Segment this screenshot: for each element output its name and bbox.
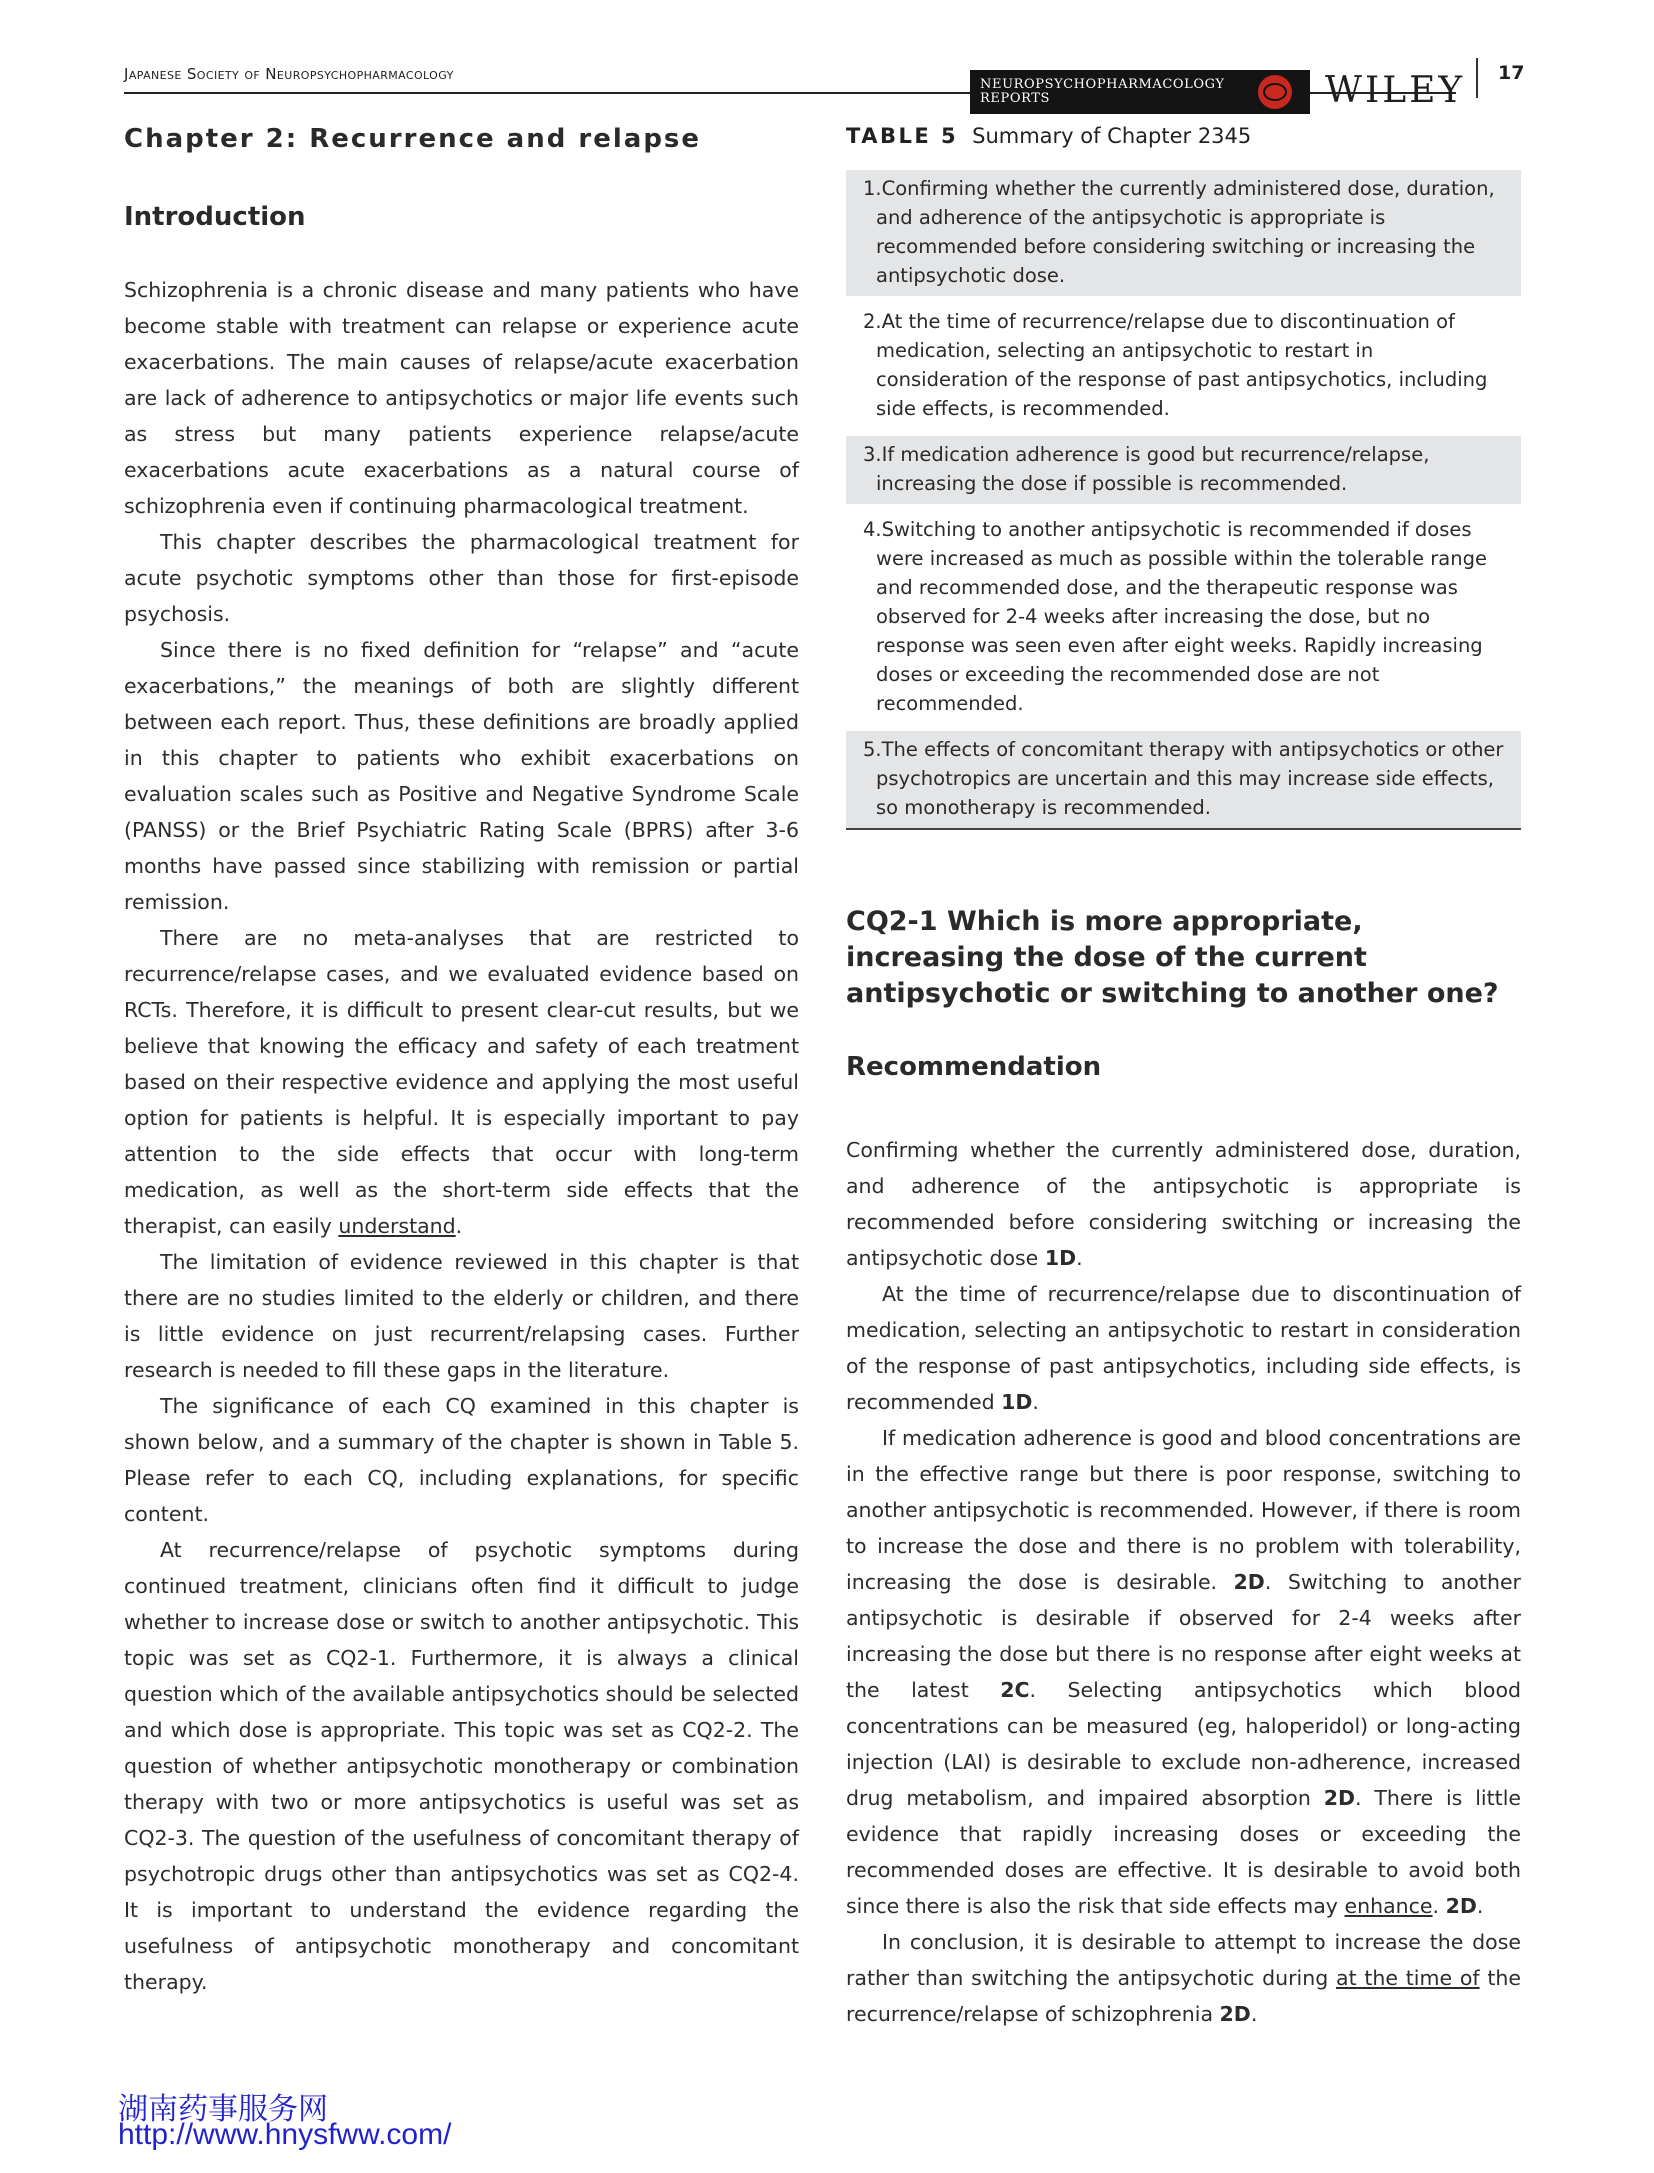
grade-label: 2D xyxy=(1219,2002,1251,2026)
recommendation-heading: Recommendation xyxy=(846,1052,1102,1082)
summary-table xyxy=(846,170,1521,830)
badge-text xyxy=(980,78,1225,106)
table-row: 4.Switching to another antipsychotic is recommended if doses were increased as much as possible within the tolerable range and recommended dose, and the therapeutic response was observed for 2-4 weeks after increasing the dose, but no response was seen even after eight weeks. Rapidly increasing doses or exceeding the recommended dose are not recommended. xyxy=(863,518,1487,715)
journal-badge xyxy=(970,70,1310,114)
introduction-body xyxy=(124,272,799,2000)
paragraph: The limitation of evidence reviewed in this chapter is that there are no studies limited to the elderly or children, and there is little evidence on just recurrent/relapsing cases. Further research is needed to fill these gaps in the literature. xyxy=(124,1250,799,1382)
watermark-url[interactable]: http://www.hnysfww.com/ xyxy=(118,2118,452,2151)
underlined-word: understand xyxy=(338,1214,456,1238)
table-row: 1.Confirming whether the currently administered dose, duration, and adherence of the antipsychotic is appropriate is recommended before considering switching or increasing the antipsychotic dose. xyxy=(846,170,1521,296)
table-caption xyxy=(846,124,1521,148)
paragraph: At recurrence/relapse of psychotic symptoms during continued treatment, clinicians often find it difficult to judge whether to increase dose or switch to another antipsychotic. This topic was set as CQ2-1. Furthermore, it is always a clinical question which of the available antipsychotics should be selected and which dose is appropriate. This topic was set as CQ2-2. The question of whether antipsychotic monotherapy or combination therapy with two or more antipsychotics is useful was set as CQ2-3. The question of the usefulness of concomitant therapy of psychotropic drugs other than antipsychotics was set as CQ2-4. It is important to understand the evidence regarding the usefulness of antipsychotic monotherapy and concomitant therapy. xyxy=(124,1538,799,1994)
grade-label: 2C xyxy=(1000,1678,1030,1702)
badge-line2: REPORTS xyxy=(980,91,1051,106)
watermark-site-name: 湖南药事服务网 xyxy=(118,2092,328,2127)
paragraph: At the time of recurrence/relapse due to discontinuation of medication, selecting an antipsychotic to restart in consideration of the response of past antipsychotics, including side effects, is recommended 1D. xyxy=(846,1282,1521,1414)
right-column xyxy=(846,124,1521,2032)
badge-line1: NEUROPSYCHOPHARMACOLOGY xyxy=(980,77,1225,92)
grade-label: 2D xyxy=(1445,1894,1477,1918)
paragraph: Confirming whether the currently administered dose, duration, and adherence of the antipsychotic is appropriate is recommended before considering switching or increasing the antipsychotic dose 1D. xyxy=(846,1138,1521,1270)
recommendation-body xyxy=(846,1132,1521,2032)
header-divider xyxy=(1476,58,1478,98)
clinical-question-title: CQ2-1 Which is more appropriate, increasing the dose of the current antipsychotic or switching to another one? xyxy=(846,906,1499,1009)
paragraph: This chapter describes the pharmacological treatment for acute psychotic symptoms other than those for first-episode psychosis. xyxy=(124,530,799,626)
grade-label: 1D xyxy=(1044,1246,1077,1270)
section-heading-introduction: Introduction xyxy=(124,202,306,232)
paragraph: Schizophrenia is a chronic disease and many patients who have become stable with treatment can relapse or experience acute exacerbations. The main causes of relapse/acute exacerbation are lack of adherence to antipsychotics or major life events such as stress but many patients experience relapse/acute exacerbations acute exacerbations as a natural course of schizophrenia even if continuing pharmacological treatment. xyxy=(124,278,799,518)
left-column xyxy=(124,124,799,2000)
table-label: TABLE 5 xyxy=(846,124,959,148)
paragraph: In conclusion, it is desirable to attempt to increase the dose rather than switching the antipsychotic during at the time of the recurrence/relapse of schizophrenia 2D. xyxy=(846,1930,1521,2026)
table-row: 5.The effects of concomitant therapy with antipsychotics or other psychotropics are uncertain and this may increase side effects, so monotherapy is recommended. xyxy=(846,731,1521,828)
paragraph: Since there is no fixed definition for “relapse” and “acute exacerbations,” the meanings of both are slightly different between each report. Thus, these definitions are broadly applied in this chapter to patients who exhibit exacerbations on evaluation scales such as Positive and Negative Syndrome Scale (PANSS) or the Brief Psychiatric Rating Scale (BPRS) after 3-6 months have passed since stabilizing with remission or partial remission. xyxy=(124,638,799,914)
chapter-title: Chapter 2: Recurrence and relapse xyxy=(124,124,702,154)
underlined-phrase: at the time of xyxy=(1336,1966,1480,1990)
grade-label: 1D xyxy=(1001,1390,1033,1414)
underlined-word: enhance xyxy=(1344,1894,1433,1918)
grade-label: 2D xyxy=(1233,1570,1265,1594)
table-row: 2.At the time of recurrence/relapse due to discontinuation of medication, selecting an antipsychotic to restart in consideration of the response of past antipsychotics, including side effects, is recommended. xyxy=(863,310,1488,420)
grade-label: 2D xyxy=(1323,1786,1355,1810)
journal-logo-icon xyxy=(1258,75,1292,109)
publisher-logo: WILEY xyxy=(1325,70,1466,111)
page-number: 17 xyxy=(1498,62,1525,84)
paragraph: There are no meta-analyses that are restricted to recurrence/relapse cases, and we evaluated evidence based on RCTs. Therefore, it is difficult to present clear-cut results, but we believe that knowing the efficacy and safety of each treatment based on their respective evidence and applying the most useful option for patients is helpful. It is especially important to pay attention to the side effects that occur with long-term medication, as well as the short-term side effects that the therapist, can easily understand. xyxy=(124,926,799,1238)
table-title: Summary of Chapter 2345 xyxy=(972,124,1252,148)
paragraph: The significance of each CQ examined in this chapter is shown below, and a summary of the chapter is shown in Table 5. Please refer to each CQ, including explanations, for specific content. xyxy=(124,1394,799,1526)
paragraph: If medication adherence is good and blood concentrations are in the effective range but there is poor response, switching to another antipsychotic is recommended. However, if there is room to increase the dose and there is no problem with tolerability, increasing the dose is desirable. 2D. Switching to another antipsychotic is desirable if observed for 2-4 weeks after increasing the dose but there is no response after eight weeks at the latest 2C. Selecting antipsychotics which blood concentrations can be measured (eg, haloperidol) or long-acting injection (LAI) is desirable to exclude non-adherence, increased drug metabolism, and impaired absorption 2D. There is little evidence that rapidly increasing doses or exceeding the recommended doses are effective. It is desirable to avoid both since there is also the risk that side effects may enhance. 2D. xyxy=(846,1426,1521,1918)
journal-society-name: Japanese Society of Neuropsychopharmacology xyxy=(124,65,454,83)
table-row: 3.If medication adherence is good but recurrence/relapse, increasing the dose if possible is recommended. xyxy=(846,436,1521,504)
